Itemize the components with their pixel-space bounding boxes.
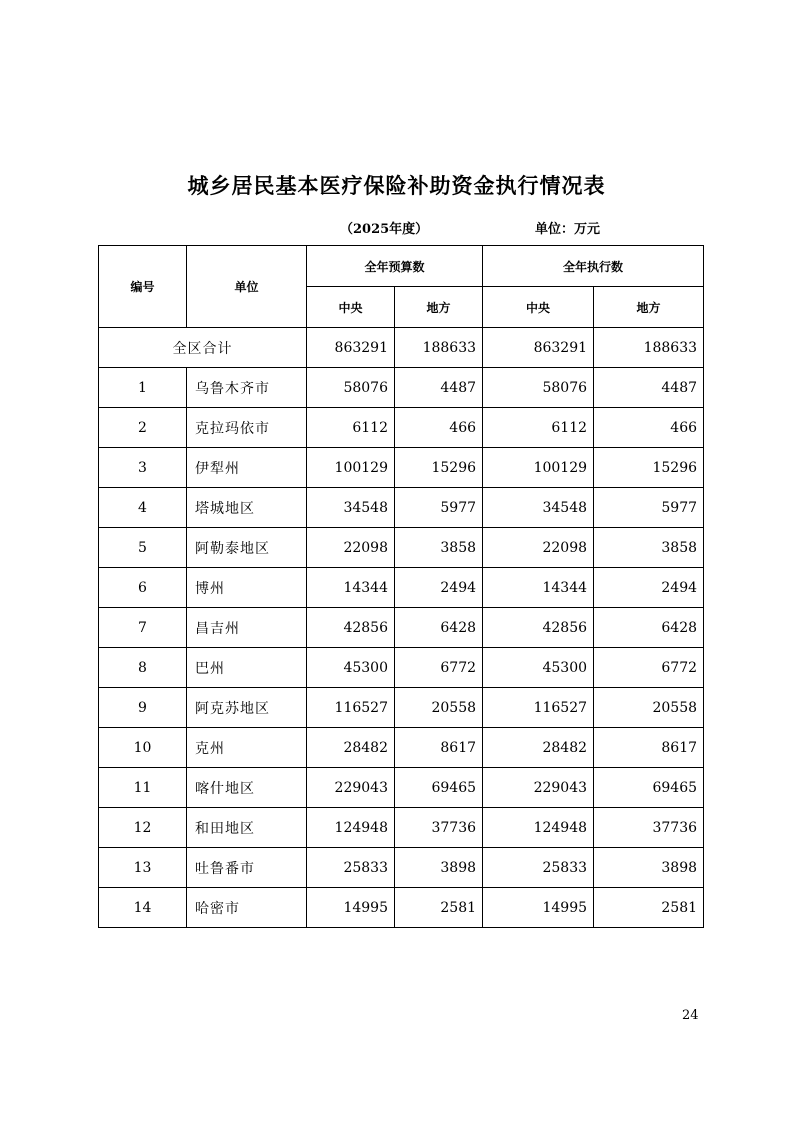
row-budget-local: 2494	[395, 568, 483, 608]
row-exec-central: 14344	[483, 568, 594, 608]
row-exec-local: 3858	[594, 528, 704, 568]
row-number: 14	[99, 888, 187, 928]
row-exec-central: 229043	[483, 768, 594, 808]
row-unit-name: 昌吉州	[187, 608, 307, 648]
row-budget-local: 3898	[395, 848, 483, 888]
funds-table	[98, 245, 704, 928]
row-exec-local: 2581	[594, 888, 704, 928]
row-exec-local: 6428	[594, 608, 704, 648]
header-exec-central: 中央	[483, 287, 594, 328]
row-budget-local: 37736	[395, 808, 483, 848]
table-row	[99, 768, 704, 808]
page-title: 城乡居民基本医疗保险补助资金执行情况表	[187, 173, 606, 198]
row-unit-name: 塔城地区	[187, 488, 307, 528]
row-number: 2	[99, 408, 187, 448]
row-exec-local: 5977	[594, 488, 704, 528]
table-row	[99, 688, 704, 728]
total-exec-central: 863291	[483, 328, 594, 368]
row-exec-central: 116527	[483, 688, 594, 728]
row-budget-central: 116527	[307, 688, 395, 728]
row-exec-local: 466	[594, 408, 704, 448]
row-exec-central: 25833	[483, 848, 594, 888]
row-budget-local: 69465	[395, 768, 483, 808]
row-budget-local: 6772	[395, 648, 483, 688]
row-number: 1	[99, 368, 187, 408]
row-budget-central: 25833	[307, 848, 395, 888]
row-number: 10	[99, 728, 187, 768]
table-row	[99, 448, 704, 488]
total-budget-central: 863291	[307, 328, 395, 368]
row-budget-central: 22098	[307, 528, 395, 568]
row-number: 11	[99, 768, 187, 808]
table-row	[99, 848, 704, 888]
header-budget-central: 中央	[307, 287, 395, 328]
row-unit-name: 克拉玛依市	[187, 408, 307, 448]
header-exec-local: 地方	[594, 287, 704, 328]
row-budget-central: 42856	[307, 608, 395, 648]
header-no: 编号	[99, 246, 187, 328]
row-budget-local: 2581	[395, 888, 483, 928]
row-unit-name: 喀什地区	[187, 768, 307, 808]
row-unit-name: 伊犁州	[187, 448, 307, 488]
row-budget-central: 100129	[307, 448, 395, 488]
table-row	[99, 408, 704, 448]
row-budget-central: 124948	[307, 808, 395, 848]
row-exec-local: 6772	[594, 648, 704, 688]
row-unit-name: 乌鲁木齐市	[187, 368, 307, 408]
row-exec-central: 100129	[483, 448, 594, 488]
row-number: 6	[99, 568, 187, 608]
total-label: 全区合计	[99, 328, 307, 368]
header-budget: 全年预算数	[307, 246, 483, 287]
row-exec-central: 124948	[483, 808, 594, 848]
row-exec-central: 42856	[483, 608, 594, 648]
row-unit-name: 吐鲁番市	[187, 848, 307, 888]
row-number: 9	[99, 688, 187, 728]
row-budget-local: 15296	[395, 448, 483, 488]
row-exec-local: 20558	[594, 688, 704, 728]
row-budget-local: 3858	[395, 528, 483, 568]
table-row	[99, 488, 704, 528]
table-row	[99, 648, 704, 688]
table-row	[99, 568, 704, 608]
total-exec-local: 188633	[594, 328, 704, 368]
row-exec-local: 8617	[594, 728, 704, 768]
row-number: 4	[99, 488, 187, 528]
row-budget-central: 14995	[307, 888, 395, 928]
row-budget-local: 20558	[395, 688, 483, 728]
total-row	[99, 328, 704, 368]
row-exec-local: 3898	[594, 848, 704, 888]
row-budget-central: 34548	[307, 488, 395, 528]
header-execution: 全年执行数	[483, 246, 704, 287]
row-budget-central: 45300	[307, 648, 395, 688]
row-unit-name: 巴州	[187, 648, 307, 688]
row-exec-central: 28482	[483, 728, 594, 768]
row-unit-name: 克州	[187, 728, 307, 768]
row-budget-local: 6428	[395, 608, 483, 648]
table-row	[99, 728, 704, 768]
row-exec-central: 6112	[483, 408, 594, 448]
row-budget-central: 28482	[307, 728, 395, 768]
page-number: 24	[682, 1008, 699, 1023]
unit-label: 单位：万元	[535, 222, 601, 237]
row-number: 8	[99, 648, 187, 688]
row-number: 7	[99, 608, 187, 648]
row-unit-name: 和田地区	[187, 808, 307, 848]
table-row	[99, 608, 704, 648]
row-exec-central: 58076	[483, 368, 594, 408]
header-unit: 单位	[187, 246, 307, 328]
row-unit-name: 阿克苏地区	[187, 688, 307, 728]
row-budget-local: 5977	[395, 488, 483, 528]
row-number: 5	[99, 528, 187, 568]
row-exec-local: 69465	[594, 768, 704, 808]
row-number: 3	[99, 448, 187, 488]
year-label: （2025年度）	[340, 222, 429, 237]
row-exec-central: 34548	[483, 488, 594, 528]
row-budget-central: 58076	[307, 368, 395, 408]
row-budget-local: 466	[395, 408, 483, 448]
row-unit-name: 阿勒泰地区	[187, 528, 307, 568]
table-row	[99, 528, 704, 568]
row-budget-local: 8617	[395, 728, 483, 768]
row-exec-local: 15296	[594, 448, 704, 488]
row-unit-name: 博州	[187, 568, 307, 608]
row-exec-local: 4487	[594, 368, 704, 408]
total-budget-local: 188633	[395, 328, 483, 368]
row-exec-local: 37736	[594, 808, 704, 848]
row-budget-central: 229043	[307, 768, 395, 808]
header-budget-local: 地方	[395, 287, 483, 328]
row-exec-central: 14995	[483, 888, 594, 928]
table-row	[99, 888, 704, 928]
row-budget-central: 14344	[307, 568, 395, 608]
row-number: 12	[99, 808, 187, 848]
row-exec-central: 22098	[483, 528, 594, 568]
row-budget-central: 6112	[307, 408, 395, 448]
table-row	[99, 808, 704, 848]
row-exec-local: 2494	[594, 568, 704, 608]
row-exec-central: 45300	[483, 648, 594, 688]
row-unit-name: 哈密市	[187, 888, 307, 928]
row-budget-local: 4487	[395, 368, 483, 408]
row-number: 13	[99, 848, 187, 888]
table-row	[99, 368, 704, 408]
